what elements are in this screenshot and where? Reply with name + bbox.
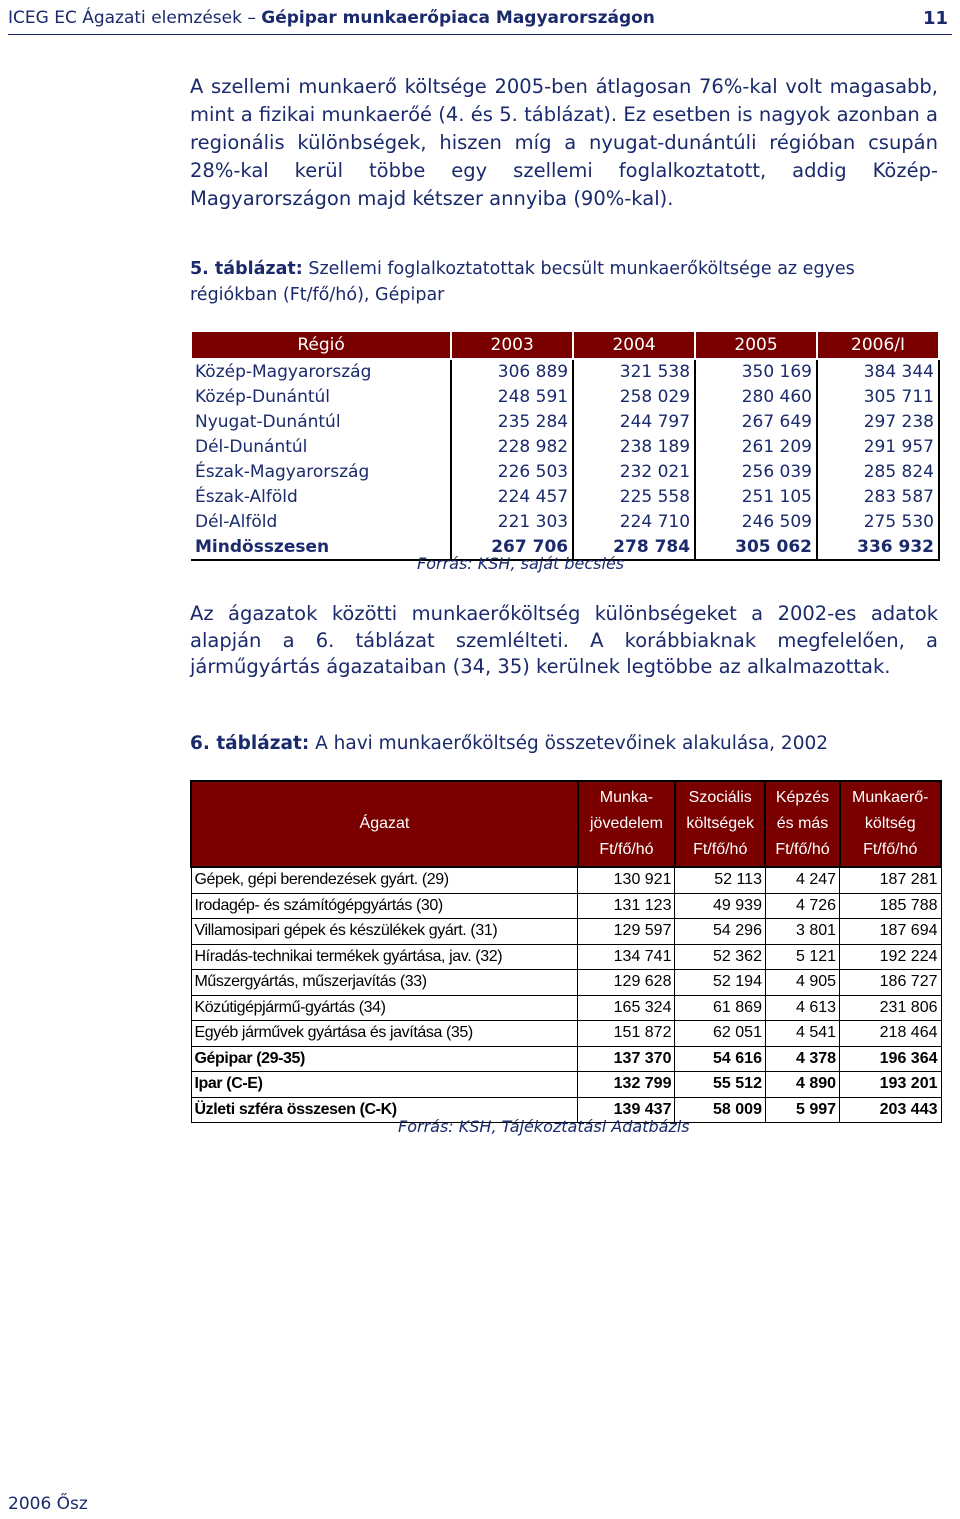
table5-header-row — [191, 331, 939, 359]
value-cell: 139 437 — [578, 1097, 675, 1123]
value-cell: 228 982 — [451, 435, 573, 460]
table-row — [191, 970, 941, 996]
value-cell: 297 238 — [817, 410, 939, 435]
value-cell: 232 021 — [573, 460, 695, 485]
value-cell: 52 362 — [675, 944, 765, 970]
sector-cell: Gépipar (29-35) — [191, 1046, 578, 1072]
value-cell: 151 872 — [578, 1021, 675, 1047]
value-cell: 192 224 — [840, 944, 941, 970]
value-cell: 225 558 — [573, 485, 695, 510]
value-cell: 54 616 — [675, 1046, 765, 1072]
region-cell: Dél-Alföld — [191, 510, 451, 535]
total-value-cell: 305 062 — [695, 535, 817, 561]
value-cell: 62 051 — [675, 1021, 765, 1047]
value-cell: 261 209 — [695, 435, 817, 460]
table6-caption-text: A havi munkaerőköltség összetevőinek alakulása, 2002 — [309, 733, 829, 754]
value-cell: 129 628 — [578, 970, 675, 996]
value-cell: 384 344 — [817, 359, 939, 385]
sector-cell: Híradás-technikai termékek gyártása, jav. (32) — [191, 944, 578, 970]
region-cell: Közép-Dunántúl — [191, 385, 451, 410]
table6-header-cell: Munka- jövedelem Ft/fő/hó — [578, 781, 675, 867]
value-cell: 4 613 — [765, 995, 839, 1021]
region-cell: Észak-Alföld — [191, 485, 451, 510]
sector-cell: Gépek, gépi berendezések gyárt. (29) — [191, 867, 578, 893]
table5-header-cell: 2006/I — [817, 331, 939, 359]
page-header — [8, 4, 952, 35]
value-cell: 4 247 — [765, 867, 839, 893]
sector-cell: Irodagép- és számítógépgyártás (30) — [191, 893, 578, 919]
value-cell: 131 123 — [578, 893, 675, 919]
table6-header-row — [191, 781, 941, 867]
value-cell: 224 457 — [451, 485, 573, 510]
value-cell: 321 538 — [573, 359, 695, 385]
value-cell: 187 694 — [840, 919, 941, 945]
value-cell: 3 801 — [765, 919, 839, 945]
sector-cell: Közútigépjármű-gyártás (34) — [191, 995, 578, 1021]
value-cell: 129 597 — [578, 919, 675, 945]
table-row — [191, 385, 939, 410]
value-cell: 185 788 — [840, 893, 941, 919]
sector-cell: Műszergyártás, műszerjavítás (33) — [191, 970, 578, 996]
table6-caption — [190, 731, 938, 757]
value-cell: 305 711 — [817, 385, 939, 410]
value-cell: 52 113 — [675, 867, 765, 893]
paragraph-2: Az ágazatok közötti munkaerőköltség különbségeket a 2002-es adatok alapján a 6. táblázat szemlélteti. A korábbiaknak megfelelően, a járműgyártás ágazataiban (34, 35) kerülnek legtöbbe az alkalmazottak. — [190, 602, 938, 678]
table-5 — [190, 330, 940, 561]
value-cell: 4 890 — [765, 1072, 839, 1098]
value-cell: 5 121 — [765, 944, 839, 970]
total-value-cell: 336 932 — [817, 535, 939, 561]
value-cell: 231 806 — [840, 995, 941, 1021]
table5-source: Forrás: KSH, saját becslés — [417, 554, 625, 573]
sector-cell: Villamosipari gépek és készülékek gyárt. (31) — [191, 919, 578, 945]
value-cell: 275 530 — [817, 510, 939, 535]
page-footer: 2006 Ősz — [8, 1494, 88, 1514]
value-cell: 238 189 — [573, 435, 695, 460]
value-cell: 350 169 — [695, 359, 817, 385]
value-cell: 226 503 — [451, 460, 573, 485]
table-row-summary — [191, 1046, 941, 1072]
total-value-cell: 278 784 — [573, 535, 695, 561]
table-row — [191, 995, 941, 1021]
value-cell: 306 889 — [451, 359, 573, 385]
total-value-cell: 267 706 — [451, 535, 573, 561]
table5-caption-text: Szellemi foglalkoztatottak becsült munkaerőköltsége az egyes régiókban (Ft/fő/hó), Gépipar — [190, 259, 855, 305]
region-cell: Közép-Magyarország — [191, 359, 451, 385]
table5-header-cell: 2004 — [573, 331, 695, 359]
value-cell: 244 797 — [573, 410, 695, 435]
value-cell: 49 939 — [675, 893, 765, 919]
table5-header-cell: 2003 — [451, 331, 573, 359]
table-row — [191, 460, 939, 485]
table5-header-cell: 2005 — [695, 331, 817, 359]
value-cell: 186 727 — [840, 970, 941, 996]
table6-body — [191, 867, 941, 1123]
value-cell: 203 443 — [840, 1097, 941, 1123]
table-row — [191, 435, 939, 460]
table-row-summary — [191, 1072, 941, 1098]
value-cell: 52 194 — [675, 970, 765, 996]
value-cell: 134 741 — [578, 944, 675, 970]
table-row — [191, 944, 941, 970]
table-row — [191, 867, 941, 893]
paragraph-1: A szellemi munkaerő költsége 2005-ben átlagosan 76%-kal volt magasabb, mint a fizikai munkaerőé (4. és 5. táblázat). Ez esetben is nagyok azonban a regionális különbségek, hiszen míg a nyugat-dunántúli régióban csupán 28%-kal kerül többe egy szellemi foglalkoztatott, addig Közép-Magyarországon majd kétszer annyiba (90%-kal). — [190, 75, 938, 210]
table5-caption-number: 5. táblázat: — [190, 259, 303, 279]
value-cell: 130 921 — [578, 867, 675, 893]
table5-body — [191, 359, 939, 560]
table-row — [191, 919, 941, 945]
value-cell: 256 039 — [695, 460, 817, 485]
value-cell: 280 460 — [695, 385, 817, 410]
value-cell: 132 799 — [578, 1072, 675, 1098]
table6-caption-number: 6. táblázat: — [190, 733, 310, 754]
table5-header-cell: Régió — [191, 331, 451, 359]
region-cell: Észak-Magyarország — [191, 460, 451, 485]
value-cell: 187 281 — [840, 867, 941, 893]
value-cell: 251 105 — [695, 485, 817, 510]
value-cell: 165 324 — [578, 995, 675, 1021]
table6-header-cell: Munkaerő- költség Ft/fő/hó — [840, 781, 941, 867]
value-cell: 4 541 — [765, 1021, 839, 1047]
header-prefix: ICEG EC Ágazati elemzések – — [8, 8, 256, 28]
value-cell: 4 378 — [765, 1046, 839, 1072]
value-cell: 246 509 — [695, 510, 817, 535]
table-row — [191, 485, 939, 510]
value-cell: 218 464 — [840, 1021, 941, 1047]
header-document-title: Gépipar munkaerőpiaca Magyarországon — [261, 8, 655, 28]
page-number: 11 — [922, 8, 948, 29]
region-cell: Nyugat-Dunántúl — [191, 410, 451, 435]
value-cell: 221 303 — [451, 510, 573, 535]
value-cell: 258 029 — [573, 385, 695, 410]
value-cell: 137 370 — [578, 1046, 675, 1072]
value-cell: 55 512 — [675, 1072, 765, 1098]
region-cell: Dél-Dunántúl — [191, 435, 451, 460]
value-cell: 248 591 — [451, 385, 573, 410]
value-cell: 5 997 — [765, 1097, 839, 1123]
value-cell: 285 824 — [817, 460, 939, 485]
value-cell: 267 649 — [695, 410, 817, 435]
table5-caption — [190, 256, 938, 308]
table6-header-cell: Szociális költségek Ft/fő/hó — [675, 781, 765, 867]
header-title — [8, 8, 655, 28]
table6-source: Forrás: KSH, Tájékoztatási Adatbázis — [398, 1117, 690, 1136]
value-cell: 61 869 — [675, 995, 765, 1021]
total-label-cell: Mindösszesen — [191, 535, 451, 561]
table-row — [191, 510, 939, 535]
table-6 — [190, 780, 942, 1123]
sector-cell: Egyéb járművek gyártása és javítása (35) — [191, 1021, 578, 1047]
value-cell: 193 201 — [840, 1072, 941, 1098]
table-row — [191, 1021, 941, 1047]
value-cell: 196 364 — [840, 1046, 941, 1072]
sector-cell: Ipar (C-E) — [191, 1072, 578, 1098]
table-row — [191, 359, 939, 385]
value-cell: 283 587 — [817, 485, 939, 510]
value-cell: 235 284 — [451, 410, 573, 435]
value-cell: 58 009 — [675, 1097, 765, 1123]
table-row — [191, 410, 939, 435]
value-cell: 4 905 — [765, 970, 839, 996]
value-cell: 4 726 — [765, 893, 839, 919]
table6-header-cell: Képzés és más Ft/fő/hó — [765, 781, 839, 867]
table-row — [191, 893, 941, 919]
table6-header-cell: Ágazat — [191, 781, 578, 867]
sector-cell: Üzleti szféra összesen (C-K) — [191, 1097, 578, 1123]
value-cell: 54 296 — [675, 919, 765, 945]
value-cell: 224 710 — [573, 510, 695, 535]
value-cell: 291 957 — [817, 435, 939, 460]
